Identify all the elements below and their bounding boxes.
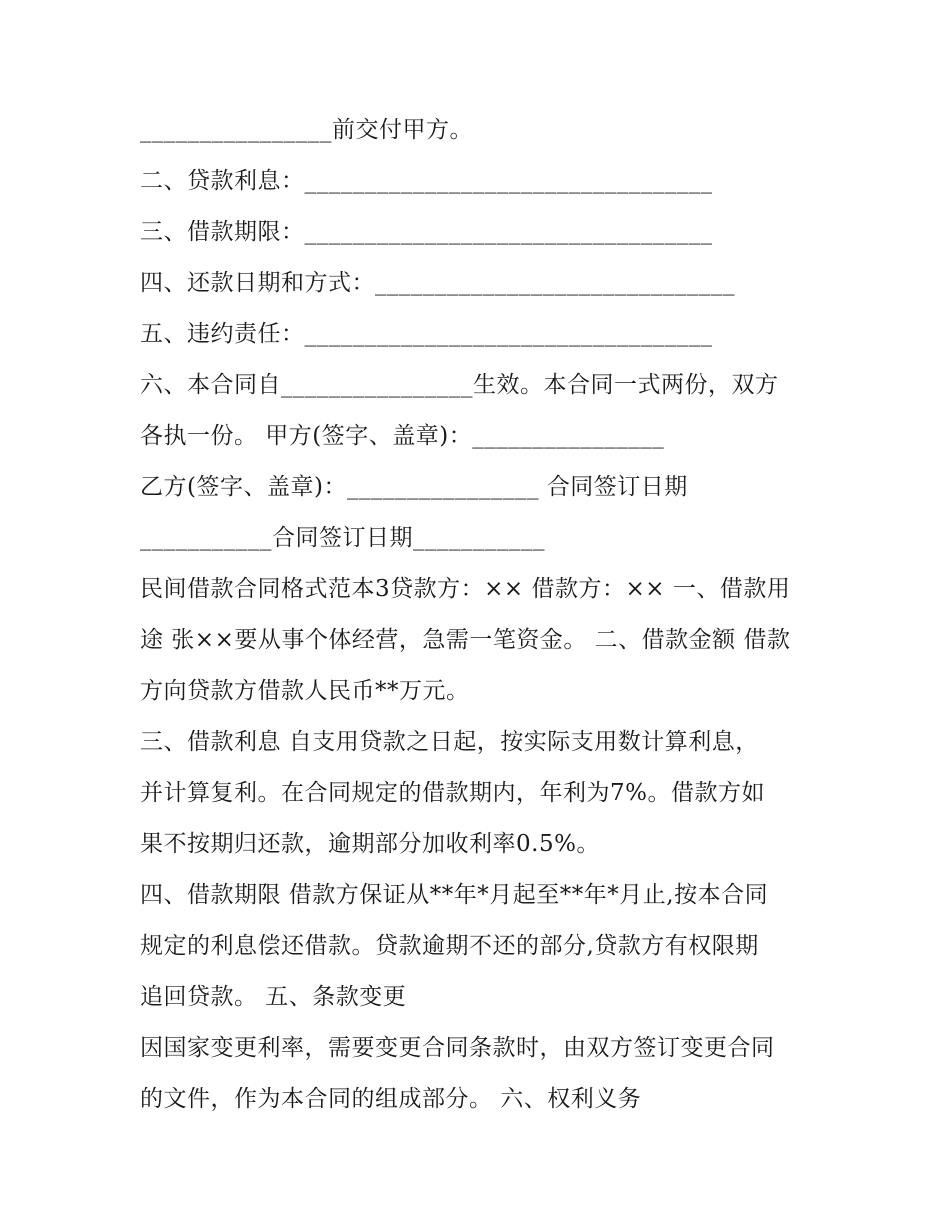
text-line: 并计算复利。在合同规定的借款期内，年利为7%。借款方如 <box>140 780 765 806</box>
document-page <box>140 105 820 1125</box>
text-line: 追回贷款。 五、条款变更 <box>140 984 407 1010</box>
text-line: 三、借款利息 自支用贷款之日起，按实际支用数计算利息， <box>140 729 759 755</box>
text-line: 乙方(签字、盖章)：________________ 合同签订日期 <box>140 474 688 500</box>
text-line: 四、还款日期和方式：______________________________ <box>140 270 735 296</box>
text-line: 民间借款合同格式范本3贷款方：×× 借款方：×× 一、借款用 <box>140 576 791 602</box>
text-line: 果不按期归还款，逾期部分加收利率0.5%。 <box>140 831 600 857</box>
text-line: 途 张××要从事个体经营，急需一笔资金。 二、借款金额 借款 <box>140 627 791 653</box>
text-line: 方向贷款方借款人民币**万元。 <box>140 678 470 704</box>
text-line: ________________前交付甲方。 <box>140 117 473 143</box>
text-line: 因国家变更利率，需要变更合同条款时，由双方签订变更合同 <box>140 1035 775 1061</box>
text-line: 二、贷款利息：__________________________________ <box>140 168 713 194</box>
text-line: 的文件，作为本合同的组成部分。 六、权利义务 <box>140 1086 642 1112</box>
text-line: 各执一份。 甲方(签字、盖章)：________________ <box>140 423 665 449</box>
text-line: ___________合同签订日期___________ <box>140 525 545 551</box>
text-line: 三、借款期限：__________________________________ <box>140 219 713 245</box>
text-line: 规定的利息偿还借款。贷款逾期不还的部分,贷款方有权限期 <box>140 933 759 959</box>
text-line: 五、违约责任：__________________________________ <box>140 321 713 347</box>
text-line: 六、本合同自________________生效。本合同一式两份，双方 <box>140 372 779 398</box>
text-line: 四、借款期限 借款方保证从**年*月起至**年*月止,按本合同 <box>140 882 769 908</box>
